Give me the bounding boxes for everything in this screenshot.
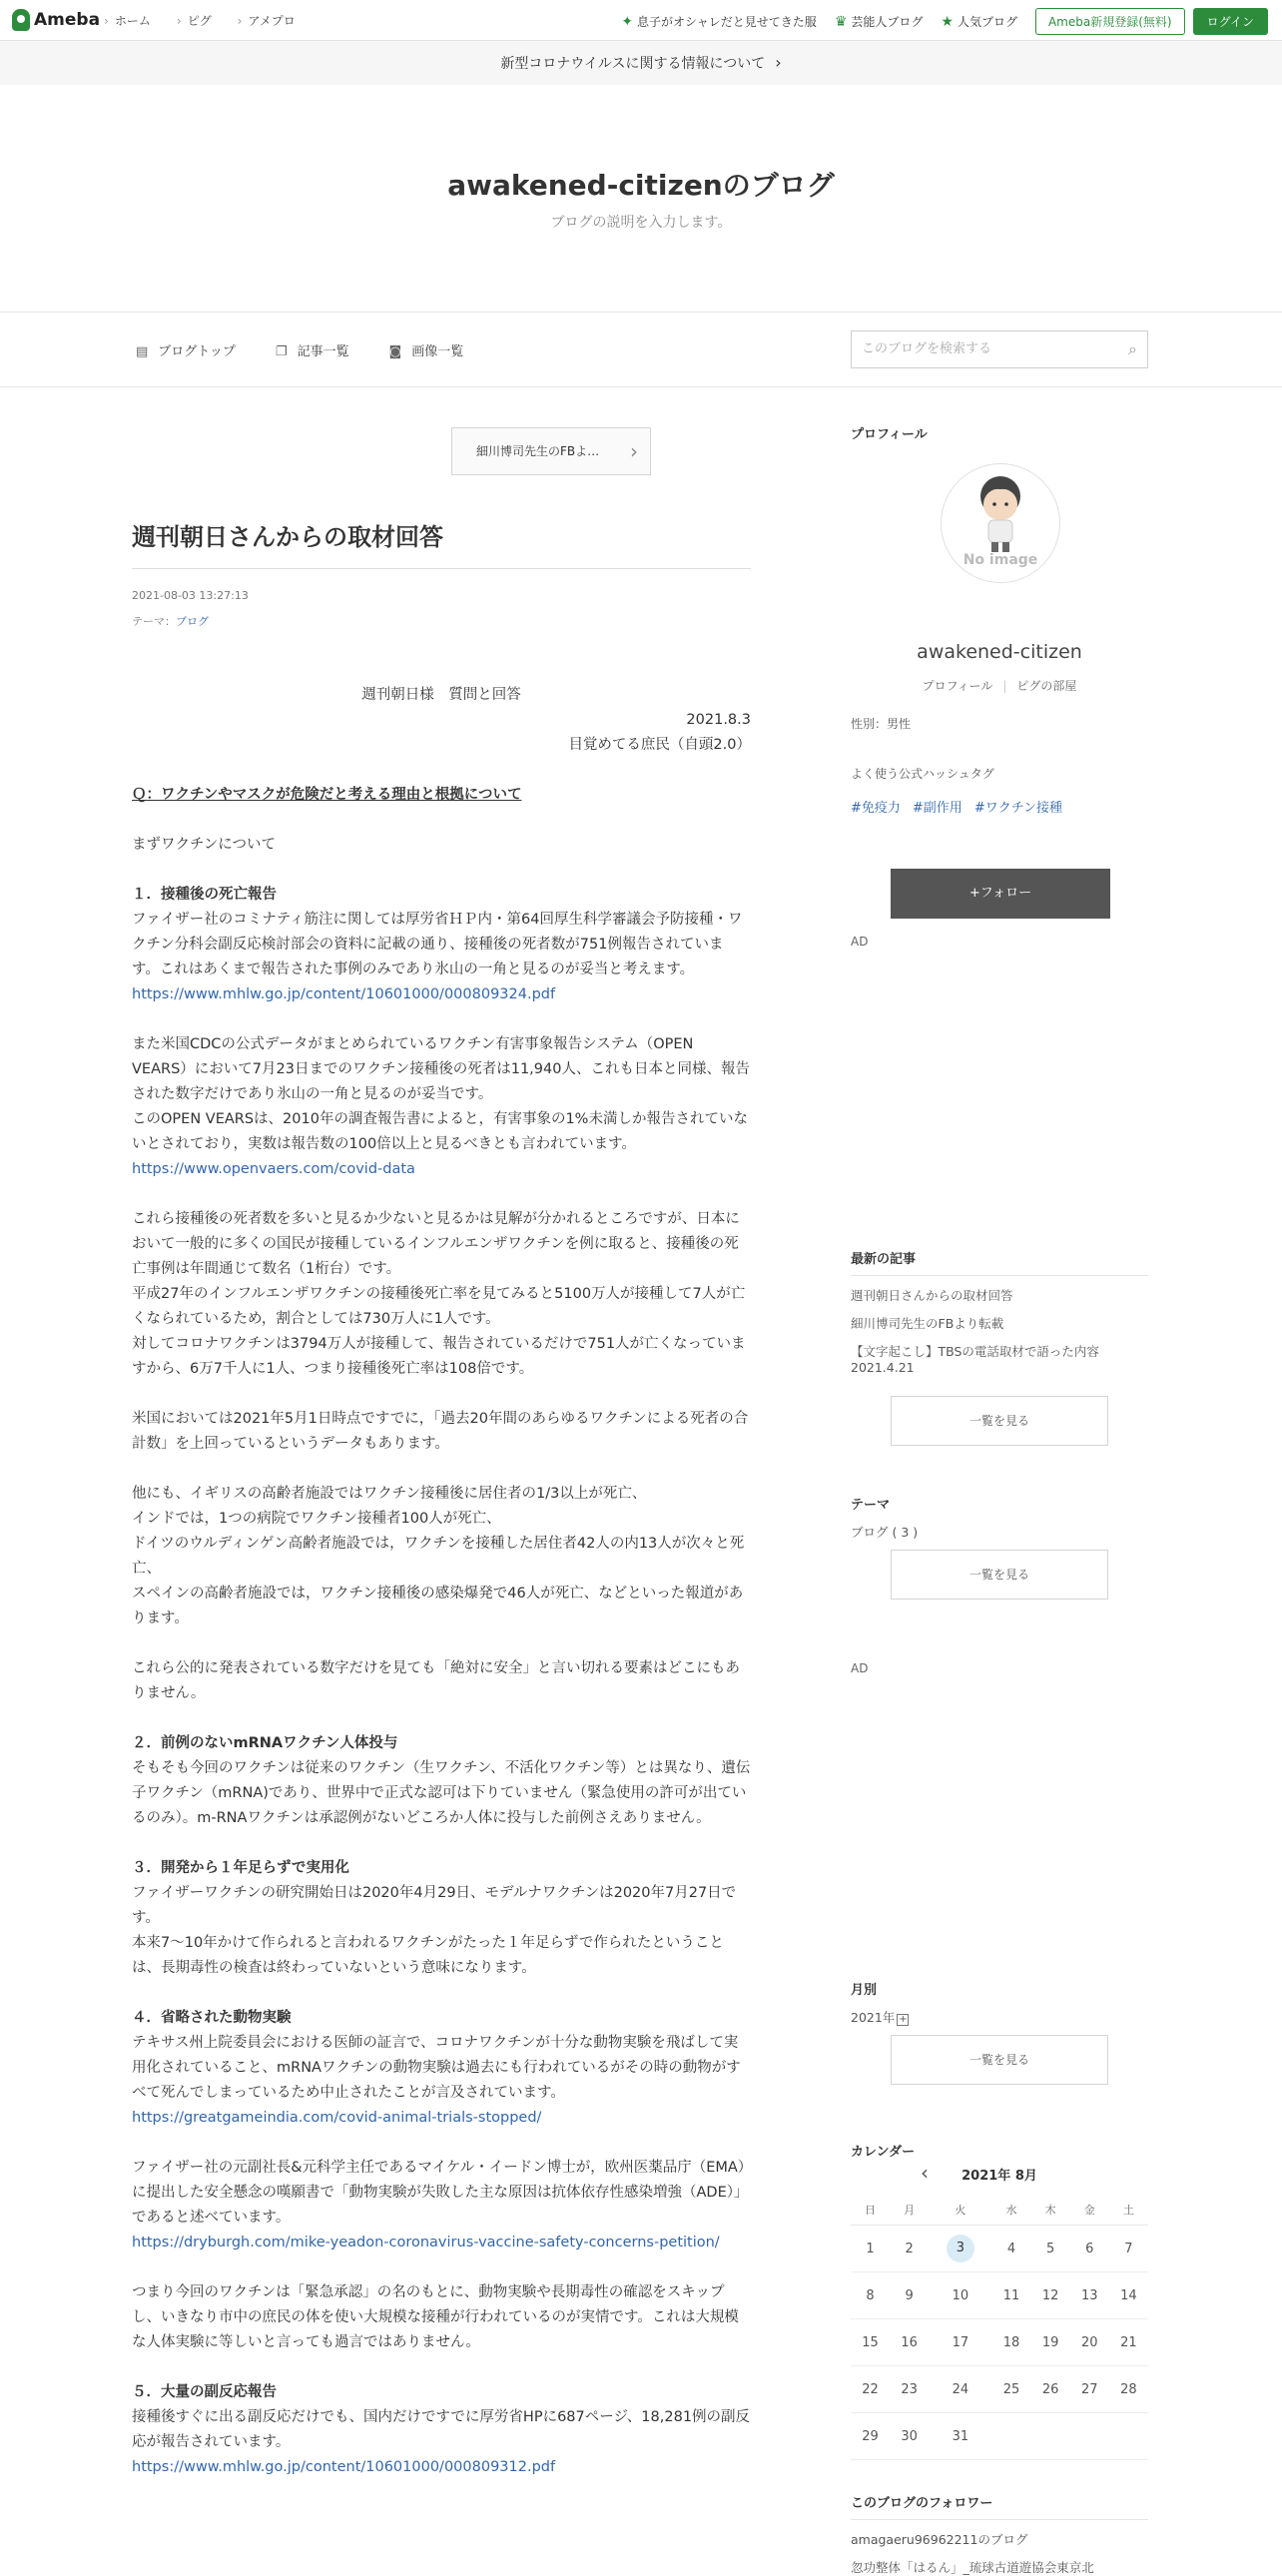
login-button[interactable]: ログイン: [1193, 8, 1268, 35]
ameba-logo-icon: [12, 9, 30, 31]
popular-blog-link[interactable]: [941, 13, 1017, 30]
copy-icon: ❐: [275, 344, 288, 359]
featured-link-label: 息子がオシャレだと見せてきた服: [637, 15, 817, 29]
subnav-article-list-label: 記事一覧: [297, 344, 349, 359]
celebrity-blog-link[interactable]: [835, 13, 924, 30]
ad-label-2: AD: [851, 1661, 869, 1675]
avatar-text: No image: [962, 552, 1038, 568]
hashtag-list: [851, 797, 1062, 816]
crown-icon: ♛: [834, 13, 848, 30]
no-image-avatar-icon: [942, 464, 1059, 582]
top-bar: [0, 0, 1282, 41]
recent-article-3[interactable]: 【文字起こし】TBSの電話取材で語った内容2021.4.21: [851, 1344, 1099, 1375]
section-3-title: ３．開発から１年足らずで実用化: [132, 1860, 349, 1876]
calendar-day: 6: [1070, 2226, 1109, 2272]
section-1-paragraph-2b: このOPEN VEARSは、2010年の調査報告書によると，有害事象の1%未満しか報告されていないとされており，実数は報告数の100倍以上と見るべきとも言われています。: [132, 1111, 748, 1152]
followers-heading: このブログのフォロワー: [851, 2492, 1148, 2520]
notice-text: 新型コロナウイルスに関する情報について: [500, 56, 766, 72]
nav-home[interactable]: › ホーム: [104, 12, 151, 29]
calendar-day: 28: [1109, 2366, 1148, 2413]
hashtags-heading: よく使う公式ハッシュタグ: [851, 767, 994, 781]
calendar-day: 7: [1109, 2226, 1148, 2272]
sparkle-icon: ✦: [621, 13, 634, 30]
section-4-link-2[interactable]: https://dryburgh.com/mike-yeadon-coronavirus-vaccine-safety-concerns-petition/: [132, 2235, 720, 2251]
hashtag-immunity[interactable]: #免疫力: [851, 801, 901, 816]
article-body: [132, 683, 751, 2480]
month-item-label: 2021年: [851, 2010, 896, 2025]
section-1-paragraph-5c: ドイツのウルディンゲン高齢者施設では，ワクチンを接種した居住者42人の内13人が次々と死亡、: [132, 1536, 745, 1577]
ameba-logo[interactable]: [12, 8, 100, 32]
blog-subnav: [0, 313, 1282, 387]
section-1-link-2[interactable]: https://www.openvaers.com/covid-data: [132, 1161, 415, 1177]
calendar-day: 29: [851, 2413, 890, 2460]
article-date: 2021-08-03 13:27:13: [132, 589, 249, 602]
section-1-paragraph-3b: 平成27年のインフルエンザワクチンの接種後死亡率を見てみると5100万人が接種して7人が亡くなられているため，割合としては730万人に1人です。: [132, 1286, 746, 1327]
calendar-day: 9: [890, 2272, 929, 2319]
calendar-day: 11: [991, 2272, 1030, 2319]
theme-more-button[interactable]: 一覧を見る: [891, 1550, 1108, 1600]
question-heading: Ｑ：ワクチンやマスクが危険だと考える理由と根拠について: [132, 787, 522, 803]
star-icon: ★: [941, 13, 954, 30]
section-1-paragraph-5a: 他にも、イギリスの高齢者施設ではワクチン接種後に居住者の1/3以上が死亡、: [132, 1486, 647, 1502]
calendar-day: 8: [851, 2272, 890, 2319]
follower-2[interactable]: 忽功整体「はるん」_琉球古道遊協会東京北: [851, 2560, 1094, 2575]
pig-room-link[interactable]: ピグの部屋: [1016, 679, 1077, 693]
date-line: 2021.8.3: [686, 712, 751, 728]
chevron-right-icon: ›: [630, 439, 638, 463]
subnav-image-list-label: 画像一覧: [411, 344, 464, 359]
article-theme: [132, 613, 209, 629]
calendar-day: 21: [1109, 2319, 1148, 2366]
document-icon: ▤: [136, 344, 149, 359]
calendar-day: 26: [1031, 2366, 1070, 2413]
calendar-day: 25: [991, 2366, 1030, 2413]
profile-name[interactable]: awakened-citizen: [917, 641, 1082, 663]
section-2-title: ２．前例のないmRNAワクチン人体投与: [132, 1735, 398, 1751]
chevron-right-icon: ›: [775, 53, 782, 72]
section-1-paragraph-3a: これら接種後の死者数を多いと見るか少ないと見るかは見解が分かれるところですが、日本において一般的に多くの国民が接種しているインフルエンザワクチンを例に取ると、接種後の死亡事例は年間通じて数名（1桁台）です。: [132, 1211, 740, 1277]
monthly-section: [851, 1979, 1148, 2067]
avatar[interactable]: [941, 463, 1060, 583]
calendar-section: [851, 2141, 1148, 2444]
section-1-paragraph-4: 米国においては2021年5月1日時点ですでに，「過去20年間のあらゆるワクチンによる死者の合計数」を上回っているというデータもあります。: [132, 1411, 749, 1452]
calendar-day: 14: [1109, 2272, 1148, 2319]
monthly-heading: 月別: [851, 1983, 878, 1998]
prev-article-link[interactable]: [451, 427, 651, 475]
blog-search-input[interactable]: [851, 330, 1148, 368]
calendar-day: 15: [851, 2319, 890, 2366]
greeting-line: 週刊朝日様 質問と回答: [361, 687, 521, 703]
prev-article-label: 細川博司先生のFBよ…: [476, 444, 600, 458]
theme-section: [851, 1494, 1148, 1582]
expand-plus-icon[interactable]: +: [899, 2014, 908, 2025]
calendar-day: 31: [929, 2413, 991, 2460]
subnav-image-list[interactable]: [389, 340, 464, 359]
weekday-fri: 金: [1070, 2195, 1109, 2226]
top-nav: [104, 12, 296, 29]
section-5-link[interactable]: https://www.mhlw.go.jp/content/10601000/000809312.pdf: [132, 2459, 556, 2475]
article-title: 週刊朝日さんからの取材回答: [132, 517, 751, 569]
follow-button[interactable]: +フォロー: [891, 869, 1110, 919]
section-1-paragraph-3c: 対してコロナワクチンは3794万人が接種して、報告されているだけで751人が亡くなっていますから、6万7千人に1人、つまり接種後死亡率は108倍です。: [132, 1336, 746, 1377]
recent-articles-section: [851, 1248, 1148, 1428]
search-placeholder: このブログを検索する: [862, 341, 992, 356]
subnav-blog-top[interactable]: [136, 340, 236, 359]
top-right: [621, 8, 1268, 35]
ad-label-1: AD: [851, 935, 869, 949]
section-1-link-1[interactable]: https://www.mhlw.go.jp/content/10601000/000809324.pdf: [132, 986, 556, 1002]
calendar-month-header: [851, 2161, 1148, 2185]
profile-heading: プロフィール: [851, 427, 928, 442]
calendar-day: 16: [890, 2319, 929, 2366]
calendar-day: 17: [929, 2319, 991, 2366]
calendar-heading: カレンダー: [851, 2145, 916, 2160]
monthly-more-button[interactable]: 一覧を見る: [891, 2035, 1108, 2085]
section-4-paragraph-2: ファイザー社の元副社長&元科学主任であるマイケル・イードン博士が，欧州医薬品庁（EMA）に提出した安全懸念の嘆願書で「動物実験が失敗した主な原因は抗体依存性感染増強（ADE）」であると述べています。: [132, 2160, 749, 2226]
followers-section: [851, 2492, 1148, 2576]
nav-pigg[interactable]: › ピグ: [177, 12, 212, 29]
intro-text: まずワクチンについて: [132, 837, 276, 853]
calendar-day: 10: [929, 2272, 991, 2319]
nav-amepro[interactable]: › アメプロ: [238, 12, 296, 29]
recent-more-button[interactable]: 一覧を見る: [891, 1396, 1108, 1446]
theme-link[interactable]: ブログ: [176, 615, 209, 628]
calendar-day: 18: [991, 2319, 1030, 2366]
month-item-2021[interactable]: [851, 2010, 1148, 2026]
section-4-paragraph-1: テキサス州上院委員会における医師の証言で、コロナワクチンが十分な動物実験を飛ばして実用化されていること、mRNAワクチンの動物実験は過去にも行われているがその時の動物がすべて死んでしまっているため中止されたことが言及されています。: [132, 2035, 741, 2101]
covid-notice-banner[interactable]: [0, 41, 1282, 85]
popular-blog-label: 人気ブログ: [957, 15, 1017, 29]
recent-article-1[interactable]: 週刊朝日さんからの取材回答: [851, 1288, 1013, 1303]
hashtag-side-effect[interactable]: #副作用: [912, 801, 962, 816]
section-3-paragraph-2: 本来7～10年かけて作られると言われるワクチンがたった１年足らずで作られたということは、長期毒性の検査は終わっていないという意味になります。: [132, 1935, 724, 1976]
theme-label: テーマ：: [132, 615, 176, 628]
calendar-day: 1: [851, 2226, 890, 2272]
section-1-paragraph-5d: スペインの高齢者施設では，ワクチン接種後の感染爆発で46人が死亡、などといった報道があります。: [132, 1586, 744, 1626]
blog-title[interactable]: awakened-citizenのブログ: [447, 169, 835, 202]
profile-link[interactable]: プロフィール: [922, 679, 993, 693]
recent-heading: 最新の記事: [851, 1248, 1148, 1276]
calendar-day: 2: [890, 2226, 929, 2272]
calendar-day: 20: [1070, 2319, 1109, 2366]
profile-links: [851, 677, 1148, 694]
divider: |: [1002, 679, 1007, 693]
theme-item-blog[interactable]: ブログ ( 3 ): [851, 1525, 919, 1540]
section-1-title: １．接種後の死亡報告: [132, 887, 277, 903]
section-4-title: ４．省略された動物実験: [132, 2010, 292, 2026]
profile-section: [851, 423, 1148, 901]
weekday-thu: 木: [1031, 2195, 1070, 2226]
calendar-day: 19: [1031, 2319, 1070, 2366]
section-1-paragraph-1: ファイザー社のコミナティ筋注に関しては厚労省ＨＰ内・第64回厚生科学審議会予防接種・ワクチン分科会副反応検討部会の資料に記載の通り、接種後の死者数が751例報告されています。これはあくまで報告された事例のみであり氷山の一角と見るのが妥当と考えます。: [132, 912, 743, 977]
calendar-day: 4: [991, 2226, 1030, 2272]
weekday-sun: 日: [851, 2195, 890, 2226]
author-line: 目覚めてる庶民（自頭2.0）: [568, 737, 751, 753]
profile-gender: 性別：男性: [851, 717, 912, 731]
subnav-article-list[interactable]: [276, 340, 349, 359]
calendar-day: 12: [1031, 2272, 1070, 2319]
register-button[interactable]: Ameba新規登録(無料): [1035, 8, 1185, 35]
section-2-paragraph: そもそも今回のワクチンは従来のワクチン（生ワクチン、不活化ワクチン等）とは異なり、遺伝子ワクチン（mRNA)であり、世界中で正式な認可は下りていません（緊急使用の許可が出ているのみ）。m-RNAワクチンは承認例がないどころか人体に投与した前例さえありません。: [132, 1760, 751, 1826]
section-1-paragraph-2a: また米国CDCの公式データがまとめられているワクチン有害事象報告システム（OPEN VEARS）において7月23日までのワクチン接種後の死者は11,940人、これも日本と同様、報告された数字だけであり氷山の一角と見るのが妥当です。: [132, 1036, 750, 1102]
weekday-sat: 土: [1109, 2195, 1148, 2226]
calendar-day: 13: [1070, 2272, 1109, 2319]
search-icon[interactable]: ⌕: [1128, 339, 1137, 358]
calendar-day: 23: [890, 2366, 929, 2413]
calendar-day: 5: [1031, 2226, 1070, 2272]
calendar-day: 24: [929, 2366, 991, 2413]
calendar-grid: [851, 2195, 1148, 2460]
theme-heading: テーマ: [851, 1498, 891, 1513]
weekday-wed: 水: [991, 2195, 1030, 2226]
weekday-mon: 月: [890, 2195, 929, 2226]
section-1-paragraph-5b: インドでは，1つの病院でワクチン接種者100人が死亡、: [132, 1511, 501, 1527]
calendar-day-posted[interactable]: 3: [929, 2226, 991, 2272]
calendar-day: 30: [890, 2413, 929, 2460]
follower-1[interactable]: amagaeru96962211のブログ: [851, 2532, 1028, 2547]
blog-description: ブログの説明を入力します。: [550, 215, 732, 231]
calendar-month-label: 2021年 8月: [962, 2169, 1037, 2184]
logo-text: Ameba: [34, 10, 101, 30]
chevron-left-icon[interactable]: ‹: [921, 2161, 929, 2185]
section-3-paragraph-1: ファイザーワクチンの研究開始日は2020年4月29日、モデルナワクチンは2020年7月27日です。: [132, 1885, 737, 1926]
featured-link[interactable]: [621, 13, 817, 30]
camera-icon: ◙: [388, 344, 402, 359]
section-4-paragraph-3: つまり今回のワクチンは「緊急承認」の名のもとに、動物実験や長期毒性の確認をスキップし、いきなり市中の庶民の体を使い大規模な接種が行われているのが実情です。これは大規模な人体実験に等しいと言っても過言ではありません。: [132, 2284, 739, 2350]
weekday-tue: 火: [929, 2195, 991, 2226]
section-5-paragraph: 接種後すぐに出る副反応だけでも、国内だけですでに厚労省HPに687ページ、18,281例の副反応が報告されています。: [132, 2409, 751, 2450]
blog-header: [0, 86, 1282, 313]
recent-article-2[interactable]: 細川博司先生のFBより転載: [851, 1316, 1004, 1331]
calendar-day: 22: [851, 2366, 890, 2413]
calendar-day: 27: [1070, 2366, 1109, 2413]
section-4-link-1[interactable]: https://greatgameindia.com/covid-animal-trials-stopped/: [132, 2110, 542, 2126]
hashtag-vaccination[interactable]: #ワクチン接種: [973, 801, 1063, 816]
section-1-paragraph-6: これら公的に発表されている数字だけを見ても「絶対に安全」と言い切れる要素はどこにもありません。: [132, 1660, 740, 1701]
celebrity-blog-label: 芸能人ブログ: [851, 15, 924, 29]
subnav-blog-top-label: ブログトップ: [158, 344, 236, 359]
section-5-title: ５．大量の副反応報告: [132, 2384, 277, 2400]
